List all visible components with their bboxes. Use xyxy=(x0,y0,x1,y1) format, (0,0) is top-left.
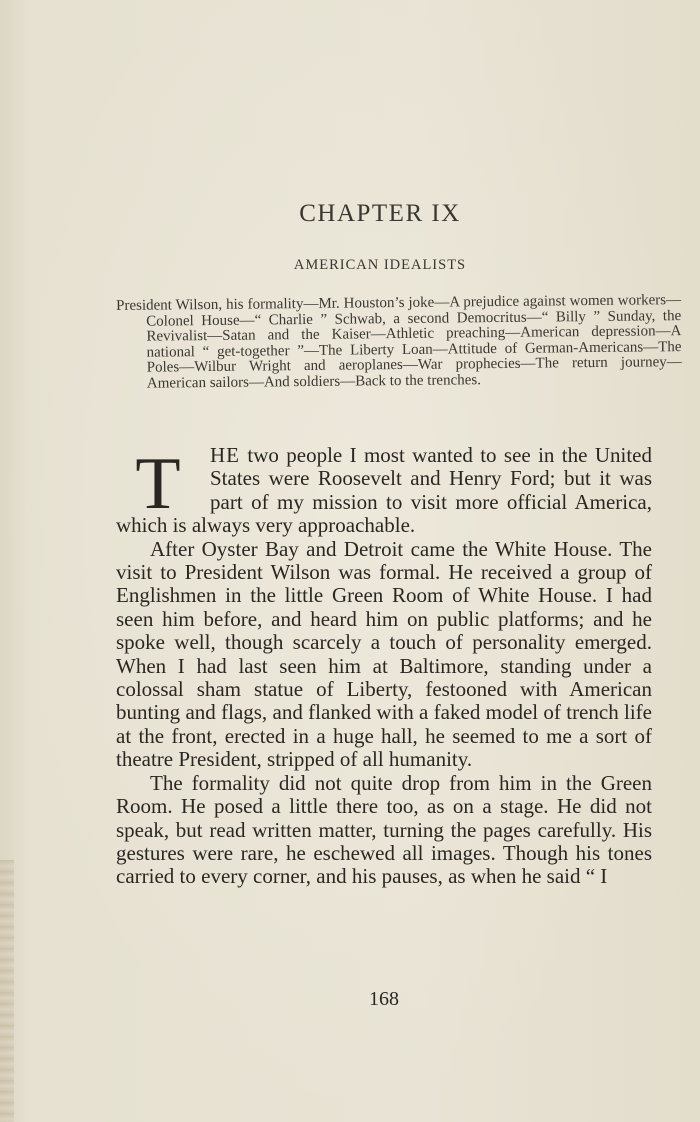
paragraph-3: The formality did not quite drop from him in the Green Room. He posed a little there too, as on a stage. He did not speak, but read written matter, turning the pages carefully. His gestures were rare, he eschewed all images. Though his tones carried to every corner, and his pauses, as when he said “ I xyxy=(116,770,652,889)
drop-cap: T xyxy=(135,443,181,525)
paragraph-2: After Oyster Bay and Detroit came the White House. The visit to President Wilson was formal. He received a group of Englishmen in the little Green Room of White House. I had seen him before, and heard him on public platforms; and he spoke well, though scarcely a touch of personality emerged. When I had last seen him at Baltimore, standing under a colossal sham statue of Liberty, festooned with American bunting and flags, and flanked with a faked model of trench life at the front, erected in a huge hall, he seemed to me a sort of theatre President, stripped of all humanity. xyxy=(116,536,652,772)
lead-caps: HE xyxy=(210,443,240,467)
chapter-title: CHAPTER IX xyxy=(299,200,461,227)
chapter-subtitle: AMERICAN IDEALISTS xyxy=(293,257,467,273)
page-number: 168 xyxy=(369,988,399,1010)
chapter-body xyxy=(116,444,652,889)
paragraph-1-text: two people I most wanted to see in the United States were Roosevelt and Henry Ford; but it was part of my mission to visit more official America, which is always very approachable. xyxy=(116,443,652,538)
paragraph-1 xyxy=(116,444,652,538)
chapter-synopsis: President Wilson, his formality—Mr. Houston’s joke—A prejudice against women workers—Colonel House—“ Charlie ” Schwab, a second Democritus—“ Billy ” Sunday, the Revivalist—Satan and the Kaiser—Athletic preaching—American depression—A national “ get-together ”—The Liberty Loan—Attitude of German-Americans—The Poles—Wilbur Wright and aeroplanes—War prophecies—The return journey—American sailors—And soldiers—Back to the trenches. xyxy=(115,292,682,392)
